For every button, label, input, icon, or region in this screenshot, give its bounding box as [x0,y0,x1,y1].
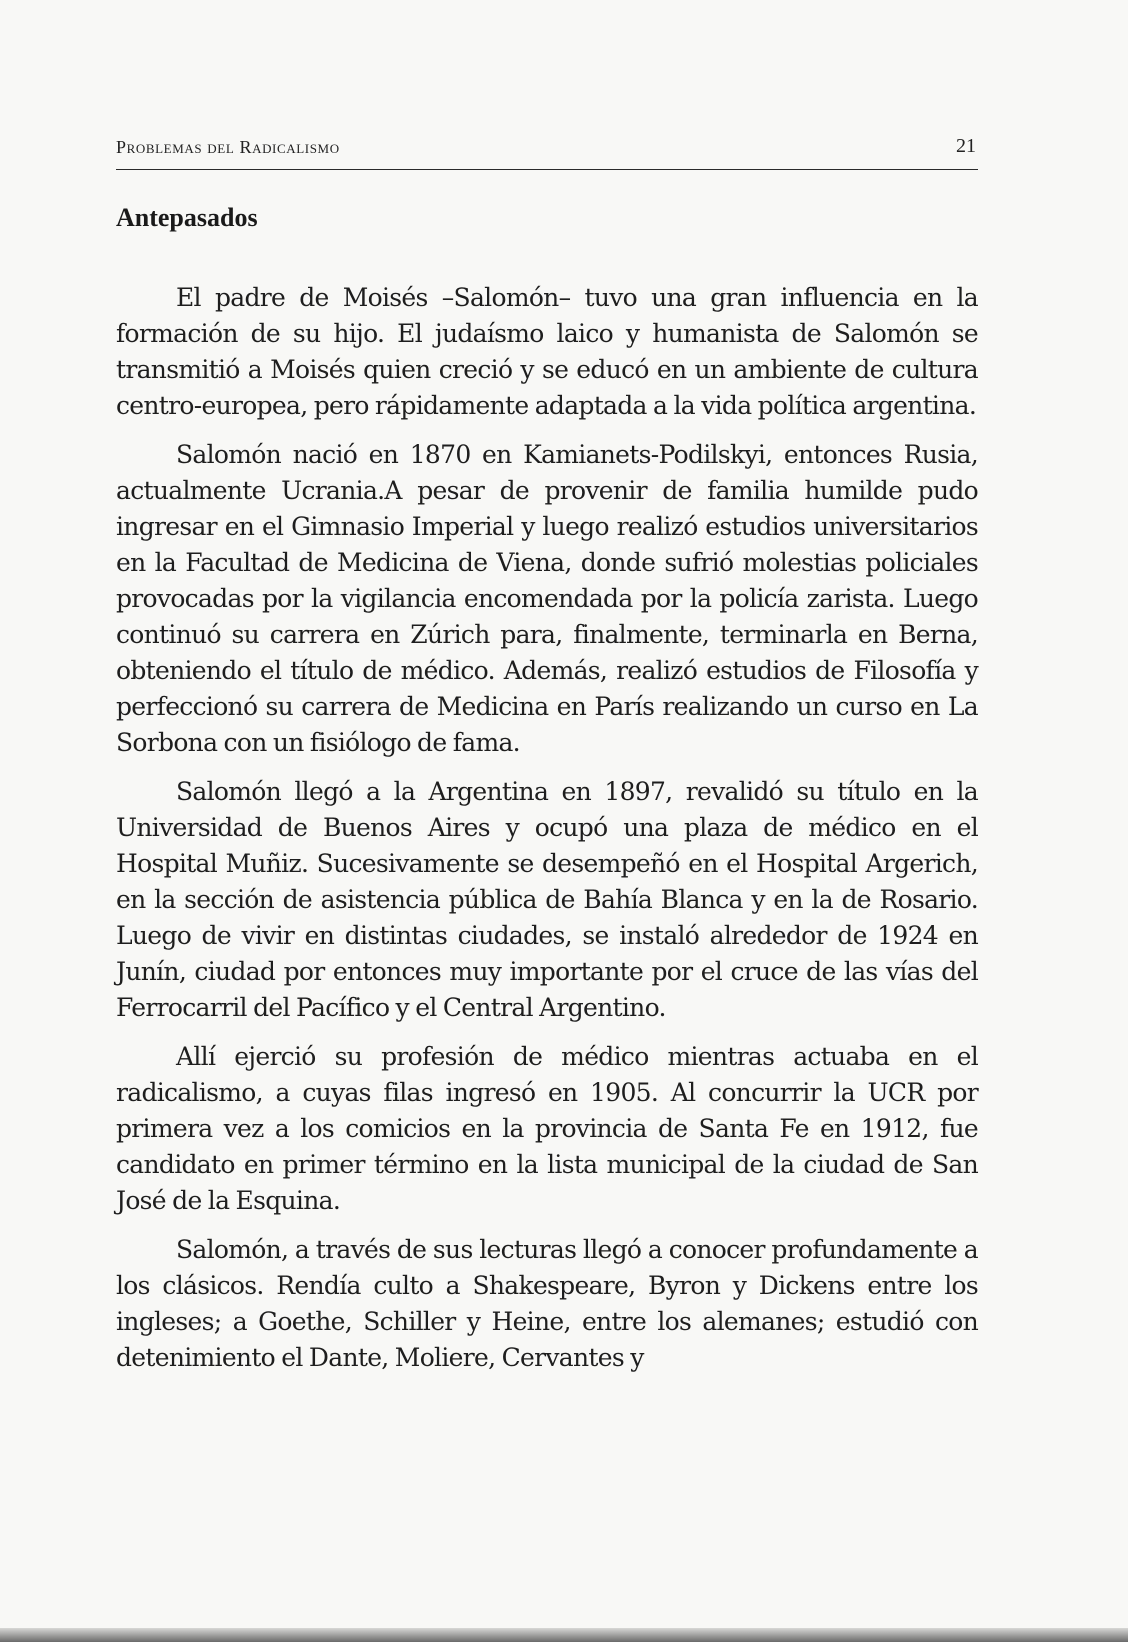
paragraph-3: Salomón llegó a la Argentina en 1897, revalidó su título en la Universidad de Buenos Aires y ocupó una plaza de médico en el Hospital Muñiz. Sucesivamente se desempeñó en el Hospital Argerich, en la sección de asistencia pública de Bahía Blanca y en la de Rosario. Luego de vivir en distintas ciudades, se instaló alrededor de 1924 en Junín, ciudad por entonces muy importante por el cruce de las vías del Ferrocarril del Pacífico y el Central Argentino. [116,777,978,1022]
paragraph-1: El padre de Moisés –Salomón– tuvo una gran influencia en la formación de su hijo. El judaísmo laico y humanista de Salomón se transmitió a Moisés quien creció y se educó en un ambiente de cultura centro-europea, pero rápidamente adaptada a la vida política argentina. [116,283,978,420]
section-heading: Antepasados [116,203,258,232]
running-title: Problemas del Radicalismo [116,137,340,157]
page-number: 21 [956,135,976,157]
paragraph-5: Salomón, a través de sus lecturas llegó a conocer profundamente a los clásicos. Rendía culto a Shakespeare, Byron y Dickens entre los ingleses; a Goethe, Schiller y Heine, entre los alemanes; estudió con detenimiento el Dante, Moliere, Cervantes y [116,1235,978,1372]
running-header [116,137,978,170]
scan-edge-shadow [0,1628,1128,1642]
paragraph-2: Salomón nació en 1870 en Kamianets-Podilskyi, entonces Rusia, actualmente Ucrania.A pesar de provenir de familia humilde pudo ingresar en el Gimnasio Imperial y luego realizó estudios universitarios en la Facultad de Medicina de Viena, donde sufrió molestias policiales provocadas por la vigilancia encomendada por la policía zarista. Luego continuó su carrera en Zúrich para, finalmente, terminarla en Berna, obteniendo el título de médico. Además, realizó estudios de Filosofía y perfeccionó su carrera de Medicina en París realizando un curso en La Sorbona con un fisiólogo de fama. [116,440,978,757]
paragraph-4: Allí ejerció su profesión de médico mientras actuaba en el radicalismo, a cuyas filas ingresó en 1905. Al concurrir la UCR por primera vez a los comicios en la provincia de Santa Fe en 1912, fue candidato en primer término en la lista municipal de la ciudad de San José de la Esquina. [116,1042,978,1215]
body-text [116,280,978,1389]
